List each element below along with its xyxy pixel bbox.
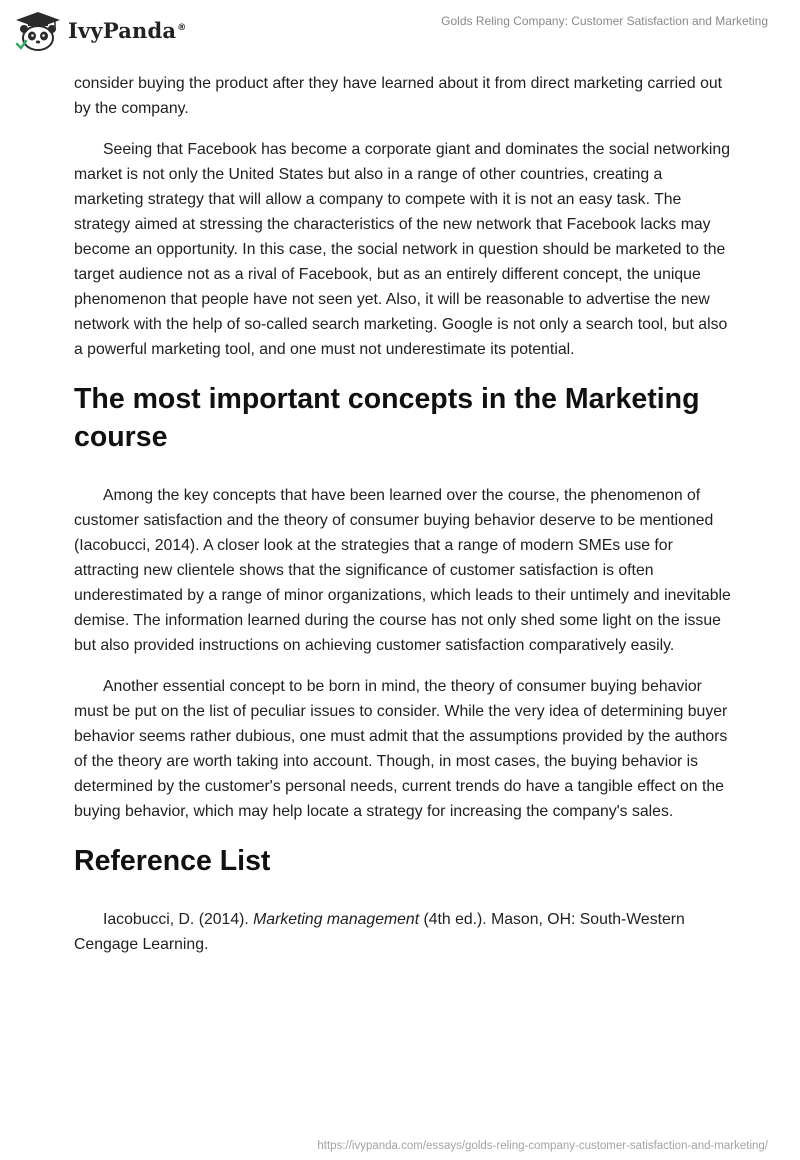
section-heading-concepts: The most important concepts in the Marketing course bbox=[74, 383, 700, 453]
page-header bbox=[0, 0, 800, 62]
paragraph-buying-behavior: Another essential concept to be born in mind, the theory of consumer buying behavior must be put on the list of peculiar issues to consider. While the very idea of determining buyer behavior seems rather dubious, one must admit that the assumptions provided by the authors of the theory are worth taking into account. Though, in most cases, the buying behavior is determined by the customer's personal needs, current trends do have a tangible effect on the buying behavior, which may help locate a strategy for increasing the company's sales. bbox=[74, 678, 728, 820]
logo-text: IvyPanda® bbox=[68, 17, 187, 43]
paragraph-customer-satisfaction: Among the key concepts that have been learned over the course, the phenomenon of customer satisfaction and the theory of consumer buying behavior deserve to be mentioned (Iacobucci, 2014). A closer look at the strategies that a range of modern SMEs use for attracting new clientele shows that the significance of customer satisfaction is often underestimated by a range of minor organizations, which leads to their untimely and inevitable demise. The information learned during the course has not only shed some light on the issue but also provided instructions on achieving customer satisfaction comparatively easily. bbox=[74, 487, 731, 654]
essay-content bbox=[74, 71, 734, 957]
paragraph-continuation: consider buying the product after they have learned about it from direct marketing carried out by the company. bbox=[74, 75, 723, 117]
paragraph-facebook-strategy: Seeing that Facebook has become a corporate giant and dominates the social networking market is not only the United States but also in a range of other countries, creating a marketing strategy that will allow a company to compete with it is not an easy task. The strategy aimed at stressing the characteristics of the new network that Facebook lacks may become an opportunity. In this case, the social network in question should be marketed to the target audience not as a rival of Facebook, but as an entirely different concept, the unique phenomenon that people have not seen yet. Also, it will be reasonable to advertise the new network with the help of so-called search marketing. Google is not only a search tool, but also a powerful marketing tool, and one must not underestimate its potential. bbox=[74, 141, 731, 358]
panda-graduate-icon bbox=[14, 10, 62, 52]
section-heading-references: Reference List bbox=[74, 845, 271, 877]
source-url[interactable]: https://ivypanda.com/essays/golds-reling-company-customer-satisfaction-and-marketing/ bbox=[317, 1140, 768, 1152]
document-title: Golds Reling Company: Customer Satisfaction and Marketing bbox=[441, 14, 768, 28]
reference-entry: Iacobucci, D. (2014). Marketing management (4th ed.). Mason, OH: South-Western Cengage Learning. bbox=[74, 911, 685, 953]
ivypanda-logo[interactable] bbox=[14, 10, 186, 52]
reference-title: Marketing management bbox=[253, 911, 420, 928]
